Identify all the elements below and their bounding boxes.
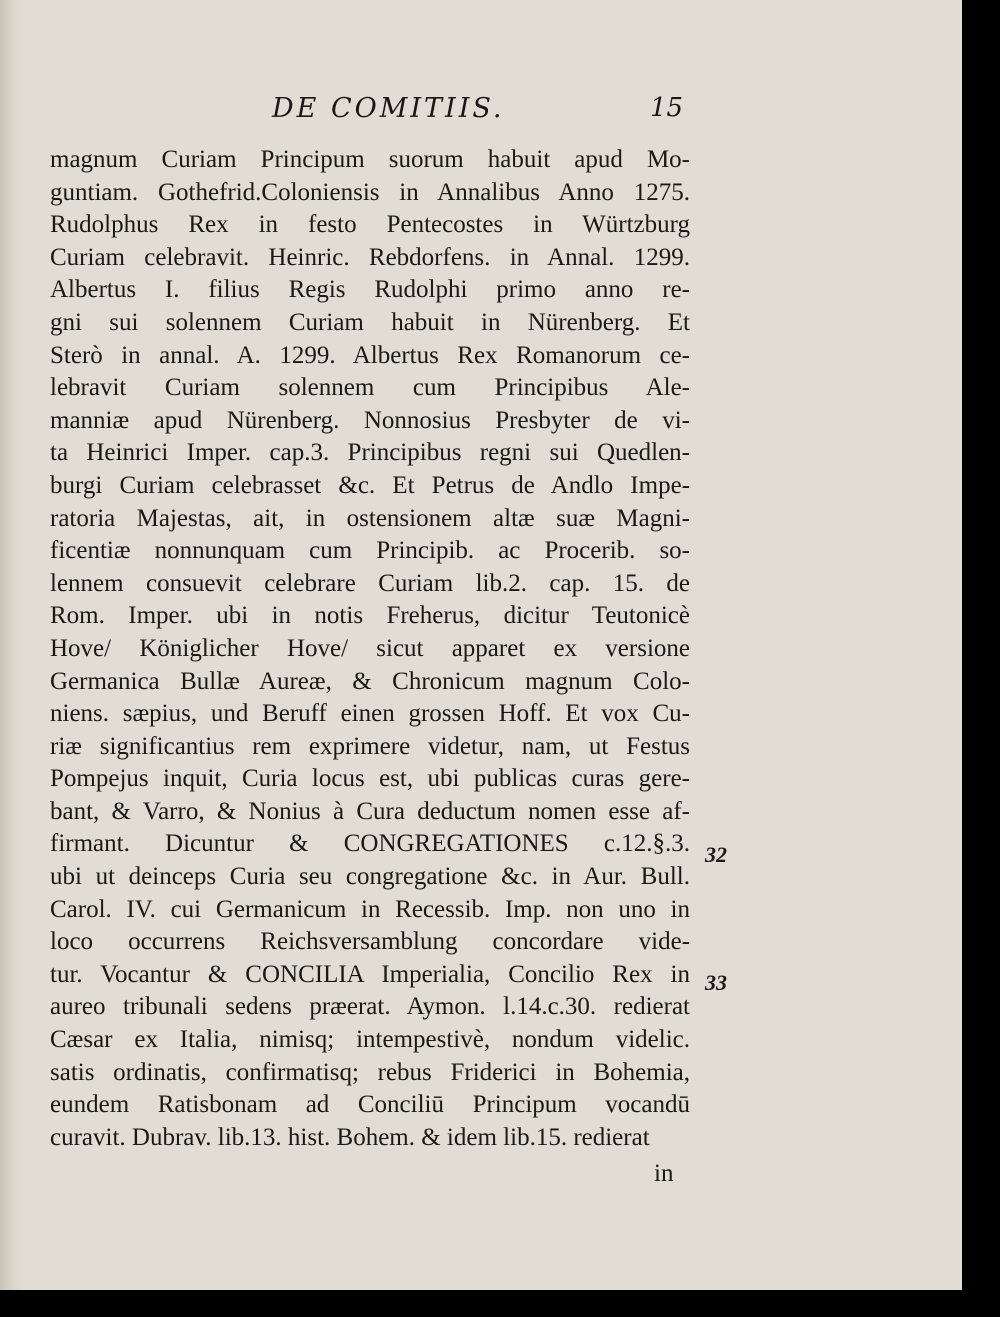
text-line: curavit. Dubrav. lib.13. hist. Bohem. & idem lib.15. redierat	[50, 1123, 650, 1151]
text-line: ficentiæ nonnunquam cum Principib. ac Procerib. so-	[50, 537, 690, 565]
text-line: eundem Ratisbonam ad Conciliū Principum vocandū	[50, 1091, 690, 1119]
text-line: satis ordinatis, confirmatisq; rebus Friderici in Bohemia,	[50, 1058, 690, 1086]
body-text	[50, 144, 690, 1154]
text-line: Albertus I. filius Regis Rudolphi primo anno re-	[50, 276, 690, 304]
text-line: lebravit Curiam solennem cum Principibus Ale-	[50, 374, 690, 402]
text-line: Sterò in annal. A. 1299. Albertus Rex Romanorum ce-	[50, 341, 690, 369]
text-line: firmant. Dicuntur & CONGREGATIONES c.12.§.3.	[50, 830, 690, 858]
text-line: ratoria Majestas, ait, in ostensionem altæ suæ Magni-	[50, 504, 690, 532]
page-number: 15	[650, 93, 684, 123]
marginal-number: 32	[705, 842, 727, 867]
text-line: niens. sæpius, und Beruff einen grossen Hoff. Et vox Cu-	[50, 700, 690, 728]
running-head-title: DE COMITIIS.	[272, 93, 505, 124]
text-line: Pompejus inquit, Curia locus est, ubi publicas curas gere-	[50, 765, 690, 793]
text-line: ubi ut deinceps Curia seu congregatione &c. in Aur. Bull.	[50, 863, 690, 891]
text-line: lennem consuevit celebrare Curiam lib.2. cap. 15. de	[50, 569, 690, 597]
text-line: burgi Curiam celebrasset &c. Et Petrus de Andlo Impe-	[50, 471, 690, 499]
text-line: Germanica Bullæ Aureæ, & Chronicum magnum Colo-	[50, 667, 690, 695]
text-line: tur. Vocantur & CONCILIA Imperialia, Concilio Rex in	[50, 960, 690, 988]
text-line: Rudolphus Rex in festo Pentecostes in Würtzburg	[50, 211, 690, 239]
text-line: bant, & Varro, & Nonius à Cura deductum nomen esse af-	[50, 797, 690, 825]
marginal-number: 33	[705, 970, 727, 995]
text-line: Carol. IV. cui Germanicum in Recessib. Imp. non uno in	[50, 895, 690, 923]
text-line: Hove/ Königlicher Hove/ sicut apparet ex versione	[50, 634, 690, 662]
page-gutter	[0, 0, 22, 1290]
catchword: in	[654, 1160, 674, 1187]
text-line: gni sui solennem Curiam habuit in Nürenberg. Et	[50, 308, 690, 336]
text-line: loco occurrens Reichsversamblung concordare vide-	[50, 928, 690, 956]
text-line: guntiam. Gothefrid.Coloniensis in Annalibus Anno 1275.	[50, 178, 690, 206]
text-line: Curiam celebravit. Heinric. Rebdorfens. in Annal. 1299.	[50, 243, 690, 271]
text-line: ta Heinrici Imper. cap.3. Principibus regni sui Quedlen-	[50, 439, 690, 467]
scan-border-bottom	[0, 1290, 1000, 1317]
text-line: manniæ apud Nürenberg. Nonnosius Presbyter de vi-	[50, 406, 690, 434]
text-line: riæ significantius rem exprimere videtur, nam, ut Festus	[50, 732, 690, 760]
text-line: aureo tribunali sedens præerat. Aymon. l.14.c.30. redierat	[50, 993, 690, 1021]
text-line: Rom. Imper. ubi in notis Freherus, dicitur Teutonicè	[50, 602, 690, 630]
text-line: Cæsar ex Italia, nimisq; intempestivè, nondum videlic.	[50, 1026, 690, 1054]
text-line: magnum Curiam Principum suorum habuit apud Mo-	[50, 146, 690, 173]
scan-border-right	[962, 0, 1000, 1317]
running-head	[0, 93, 962, 129]
